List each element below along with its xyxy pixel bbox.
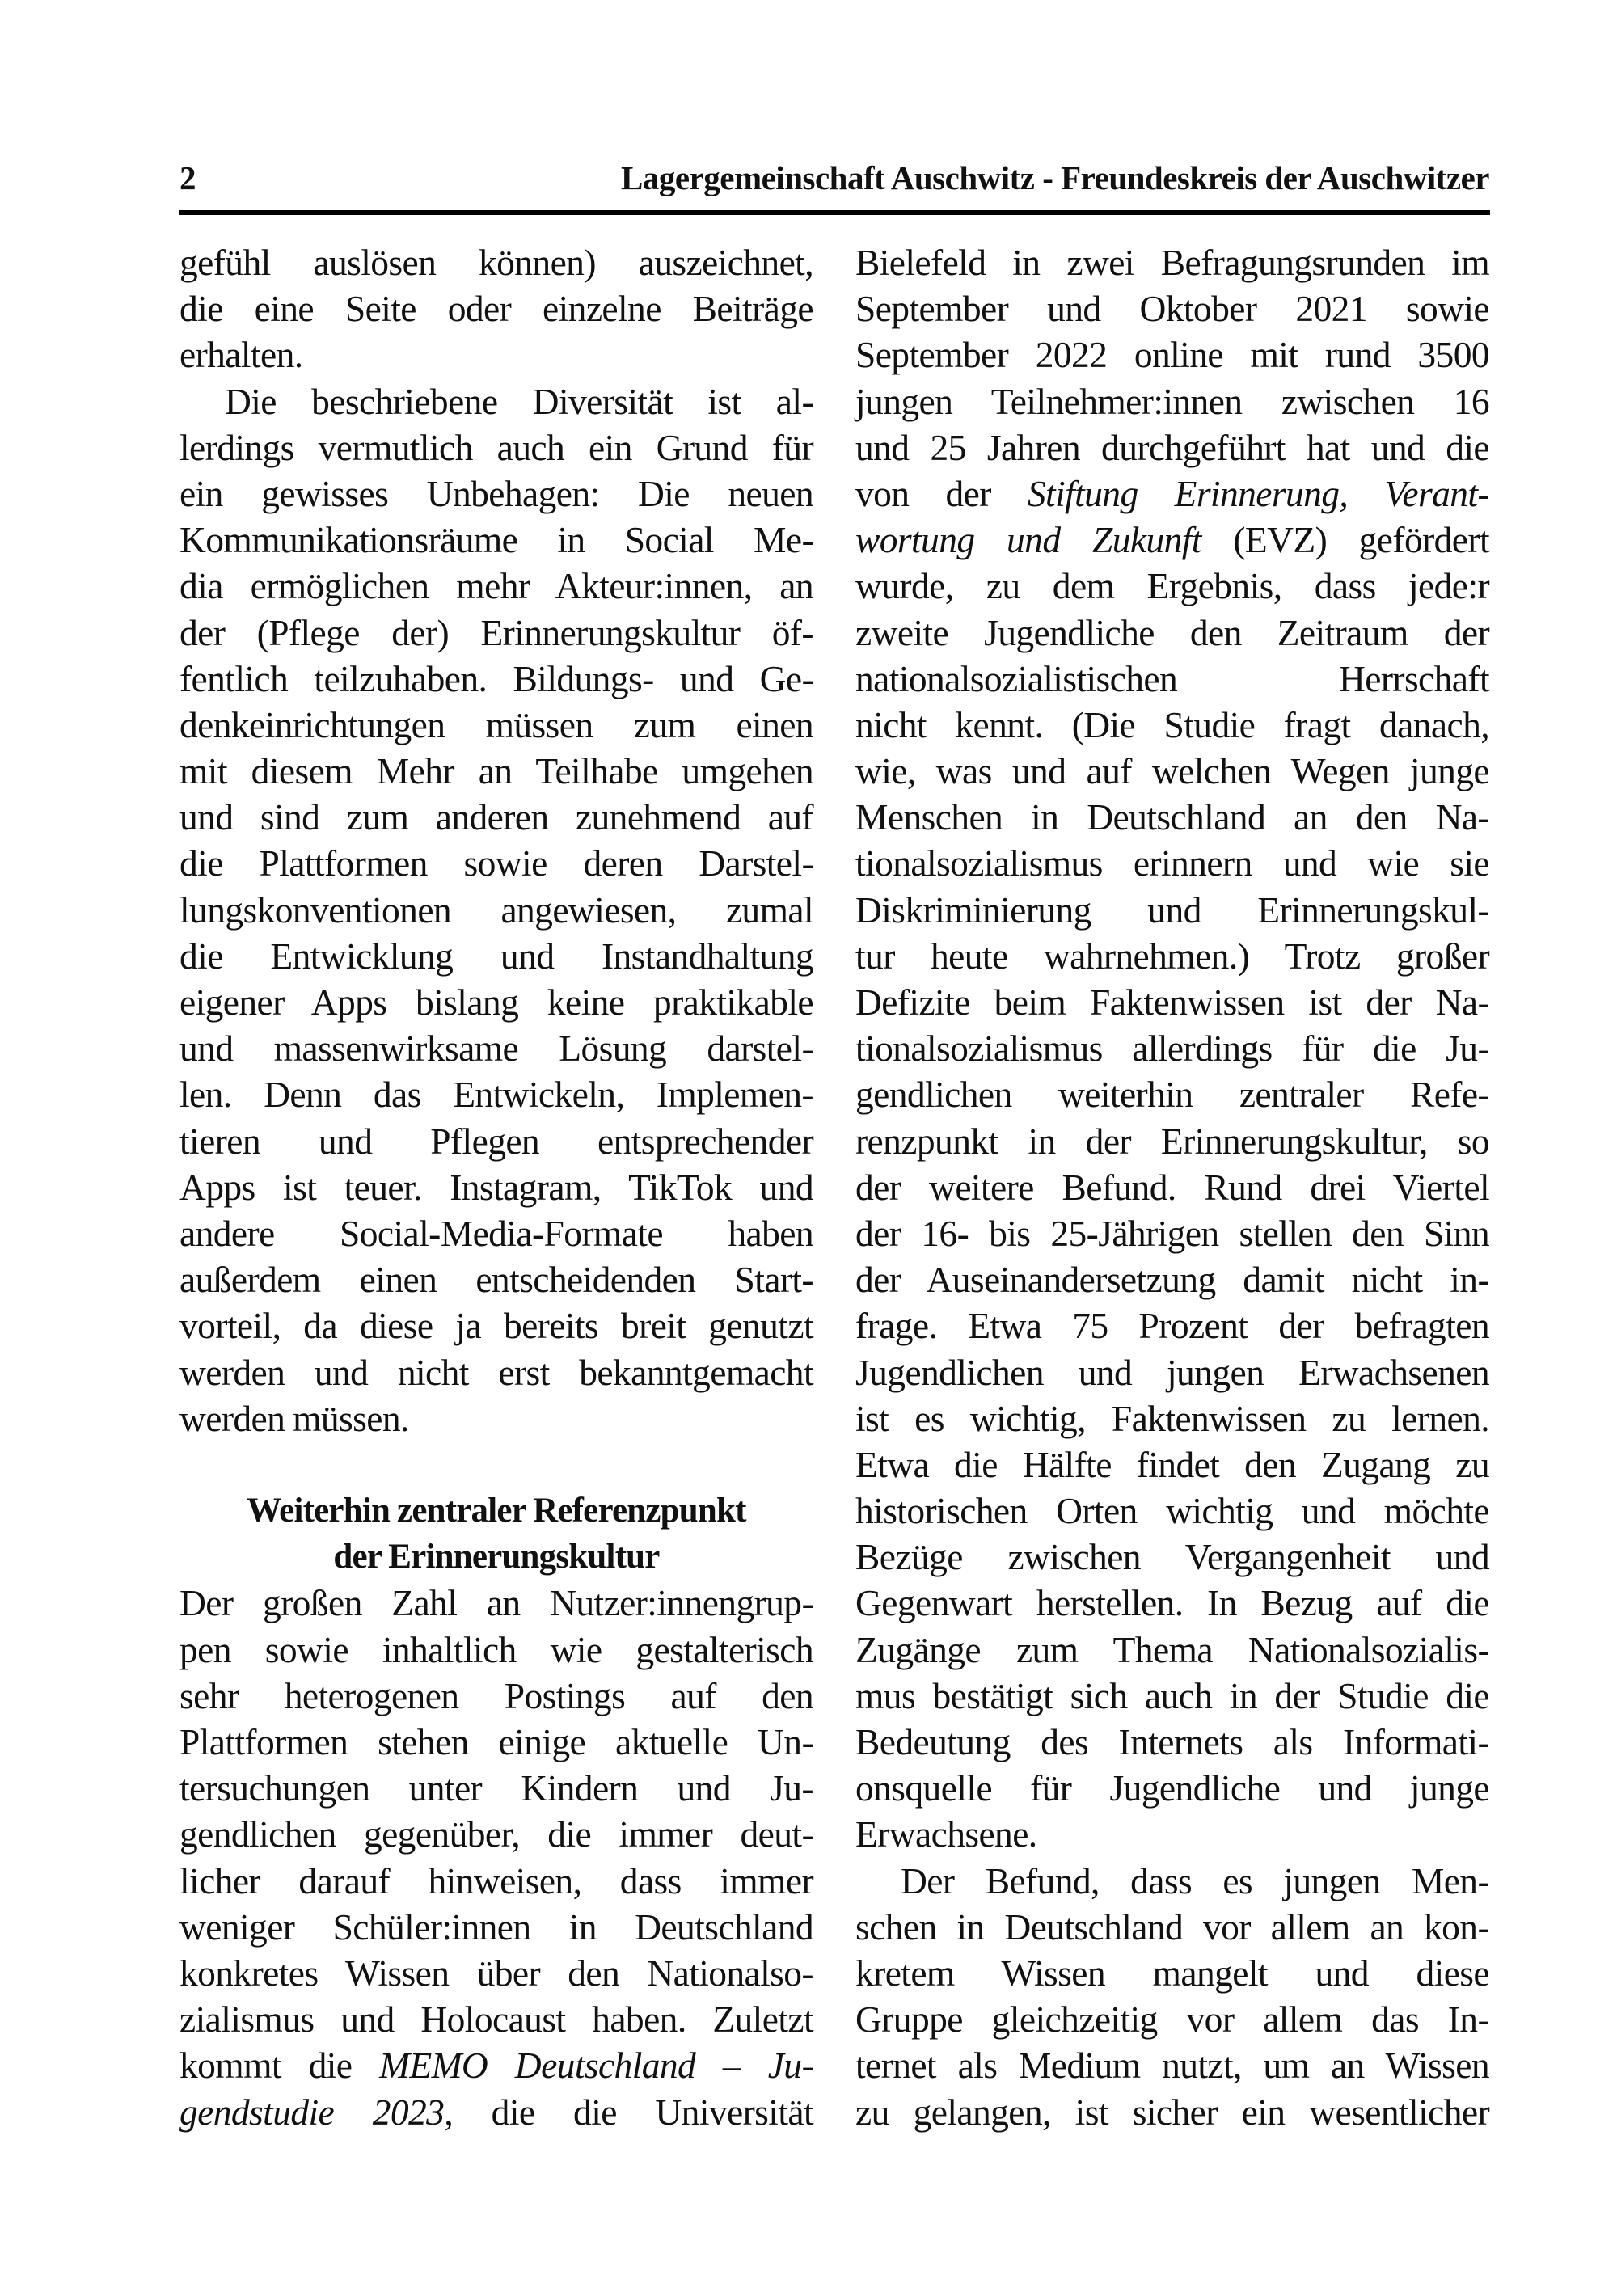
text-line: schen in Deutschland vor allem an kon- <box>855 1906 1489 1948</box>
text-line: Plattformen stehen einige aktuelle Un- <box>179 1721 813 1763</box>
text-line: mit diesem Mehr an Teilhabe umgehen <box>179 750 813 792</box>
text-line: Menschen in Deutschland an den Na- <box>855 796 1489 838</box>
text-line: licher darauf hinweisen, dass immer <box>179 1859 813 1901</box>
text-line: andere Social-Media-Formate haben <box>179 1212 813 1254</box>
text-line: ternet als Medium nutzt, um an Wissen <box>855 2045 1489 2087</box>
text-line <box>179 2089 813 2135</box>
paragraph <box>855 239 1489 1858</box>
text-line: zialismus und Holocaust haben. Zuletzt <box>179 1998 813 2041</box>
text-line: mus bestätigt sich auch in der Studie die <box>855 1674 1489 1716</box>
text-line: Kommunikationsräume in Social Me- <box>179 519 813 561</box>
text-line: ein gewisses Unbehagen: Die neuen <box>179 472 813 514</box>
text-line: die Entwicklung und Instandhaltung <box>179 935 813 977</box>
text-line: Erwachsene. <box>855 1813 1037 1855</box>
text-line: und sind zum anderen zunehmend auf <box>179 796 813 838</box>
text-line: der Auseinandersetzung damit nicht in- <box>855 1259 1489 1301</box>
text-line <box>179 2042 813 2088</box>
text-line: tur heute wahrnehmen.) Trotz großer <box>855 935 1489 977</box>
text-line: Etwa die Hälfte findet den Zugang zu <box>855 1443 1489 1485</box>
paragraph <box>179 239 813 378</box>
text-line: historischen Orten wichtig und möchte <box>855 1490 1489 1532</box>
text-line: gefühl auslösen können) auszeichnet, <box>179 242 813 283</box>
text-line <box>855 471 1489 517</box>
text-line: Jugendlichen und jungen Erwachsenen <box>855 1351 1489 1393</box>
text-run: von der <box>855 472 1028 514</box>
text-line: nicht kennt. (Die Studie fragt danach, <box>855 703 1489 745</box>
text-line: onsquelle für Jugendliche und junge <box>855 1767 1489 1809</box>
paragraph <box>179 378 813 1441</box>
text-line: renzpunkt in der Erinnerungskultur, so <box>855 1120 1489 1162</box>
text-line: gendlichen gegenüber, die immer deut- <box>179 1813 813 1855</box>
text-line: Der Befund, dass es jungen Men- <box>901 1859 1489 1901</box>
text-line: erhalten. <box>179 334 303 376</box>
text-line: tionalsozialismus erinnern und wie sie <box>855 842 1489 884</box>
text-line: weniger Schüler:innen in Deutschland <box>179 1906 813 1948</box>
text-line: der 16- bis 25-Jährigen stellen den Sinn <box>855 1212 1489 1254</box>
text-line: sehr heterogenen Postings auf den <box>179 1674 813 1716</box>
text-line: Diskriminierung und Erinnerungskul- <box>855 888 1489 931</box>
text-line: Bielefeld in zwei Befragungsrunden im <box>855 242 1489 283</box>
study-title-italic: gendstudie 2023 <box>179 2091 445 2133</box>
text-line: zweite Jugendliche den Zeitraum der <box>855 611 1489 653</box>
text-line: die Plattformen sowie deren Darstel- <box>179 842 813 884</box>
text-line: kretem Wissen mangelt und diese <box>855 1952 1489 1994</box>
text-line: tionalsozialismus allerdings für die Ju- <box>855 1028 1489 1070</box>
text-line <box>855 517 1489 563</box>
text-line: len. Denn das Entwickeln, Implemen- <box>179 1074 813 1116</box>
spacer <box>179 1441 813 1488</box>
text-line: wurde, zu dem Ergebnis, dass jede:r <box>855 565 1489 607</box>
text-line: September 2022 online mit rund 3500 <box>855 334 1489 376</box>
text-line: der weitere Befund. Rund drei Viertel <box>855 1166 1489 1208</box>
text-line: fentlich teilzuhaben. Bildungs- und Ge- <box>179 657 813 699</box>
text-line: dia ermöglichen mehr Akteur:innen, an <box>179 565 813 607</box>
heading-line: Weiterhin zentraler Referenzpunkt <box>247 1492 746 1530</box>
text-line: konkretes Wissen über den Nationalso- <box>179 1952 813 1994</box>
header-rule <box>179 210 1490 215</box>
text-line: September und Oktober 2021 sowie <box>855 288 1489 330</box>
text-line: Defizite beim Faktenwissen ist der Na- <box>855 981 1489 1023</box>
text-line: tieren und Pflegen entsprechender <box>179 1120 813 1162</box>
text-run: (EVZ) gefördert <box>1201 519 1489 561</box>
heading-line: der Erinnerungskultur <box>333 1538 660 1576</box>
text-line: tersuchungen unter Kindern und Ju- <box>179 1767 813 1809</box>
text-line: frage. Etwa 75 Prozent der befragten <box>855 1305 1489 1347</box>
text-line: werden müssen. <box>179 1397 409 1439</box>
page-number: 2 <box>179 159 196 196</box>
running-title: Lagergemeinschaft Auschwitz - Freundeskreis der Auschwitzer <box>621 159 1489 196</box>
study-title-italic: MEMO Deutschland – Ju- <box>379 2045 814 2087</box>
text-line: Gegenwart herstellen. In Bezug auf die <box>855 1582 1489 1624</box>
left-column <box>179 239 813 2135</box>
text-line: lungskonventionen angewiesen, zumal <box>179 888 813 931</box>
text-line: Bezüge zwischen Vergangenheit und <box>855 1536 1489 1578</box>
text-line: der (Pflege der) Erinnerungskultur öf- <box>179 611 813 653</box>
text-line: und 25 Jahren durchgeführt hat und die <box>855 426 1489 468</box>
text-line: Der großen Zahl an Nutzer:innengrup- <box>179 1582 813 1624</box>
text-line: die eine Seite oder einzelne Beiträge <box>179 288 813 330</box>
text-line: werden und nicht erst bekanntgemacht <box>179 1351 813 1393</box>
text-line: gendlichen weiterhin zentraler Refe- <box>855 1074 1489 1116</box>
text-line: Bedeutung des Internets als Informati- <box>855 1721 1489 1762</box>
text-line: Die beschriebene Diversität ist al- <box>225 380 813 422</box>
text-line: pen sowie inhaltlich wie gestalterisch <box>179 1628 813 1670</box>
text-line: und massenwirksame Lösung darstel- <box>179 1028 813 1070</box>
text-line: ist es wichtig, Faktenwissen zu lernen. <box>855 1397 1489 1439</box>
text-line: vorteil, da diese ja bereits breit genutzt <box>179 1305 813 1347</box>
text-line: denkeinrichtungen müssen zum einen <box>179 703 813 745</box>
paragraph <box>855 1858 1489 2135</box>
text-run: kommt die <box>179 2045 380 2087</box>
running-header <box>179 158 1489 207</box>
section-heading <box>179 1488 813 1580</box>
paragraph <box>179 1580 813 2134</box>
text-line: außerdem einen entscheidenden Start- <box>179 1259 813 1301</box>
foundation-name-italic: wortung und Zukunft <box>855 519 1201 561</box>
right-column <box>855 239 1489 2135</box>
text-line: zu gelangen, ist sicher ein wesentlicher <box>855 2091 1489 2133</box>
text-line: nationalsozialistischen Herrschaft <box>855 657 1489 699</box>
text-run: , die die Universität <box>444 2091 813 2133</box>
text-line: jungen Teilnehmer:innen zwischen 16 <box>855 380 1489 422</box>
text-line: Gruppe gleichzeitig vor allem das In- <box>855 1998 1489 2041</box>
text-line: lerdings vermutlich auch ein Grund für <box>179 426 813 468</box>
text-line: eigener Apps bislang keine praktikable <box>179 981 813 1023</box>
text-line: wie, was und auf welchen Wegen junge <box>855 750 1489 792</box>
text-line: Zugänge zum Thema Nationalsozialis- <box>855 1628 1489 1670</box>
foundation-name-italic: Stiftung Erinnerung, Verant- <box>1027 472 1489 514</box>
text-line: Apps ist teuer. Instagram, TikTok und <box>179 1166 813 1208</box>
